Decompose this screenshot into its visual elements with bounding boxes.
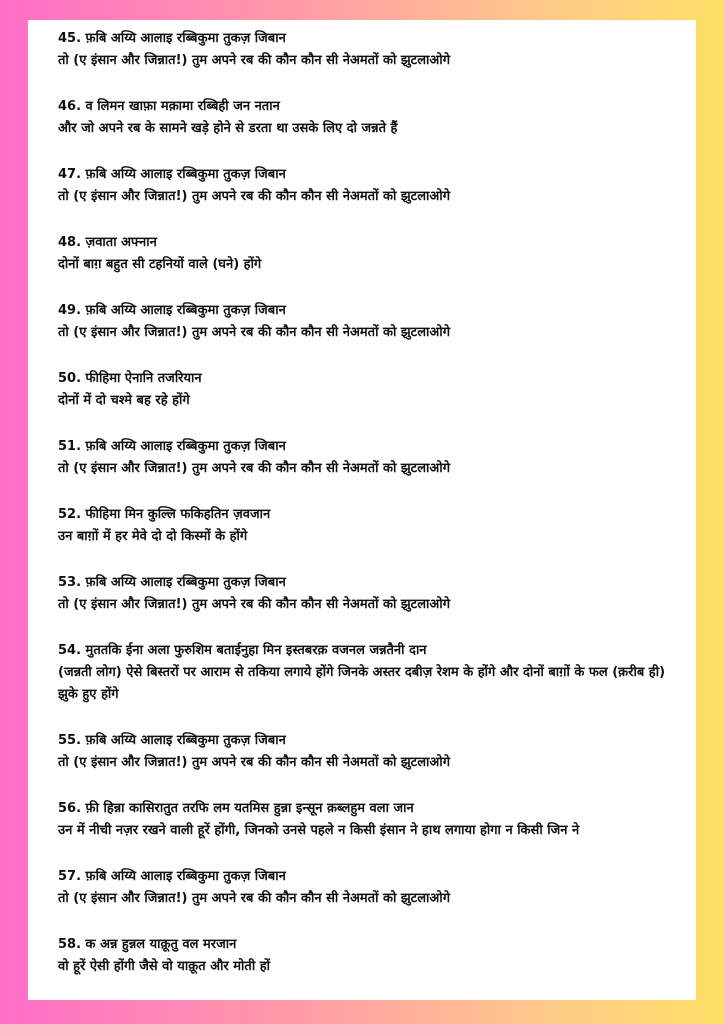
- verse-meaning: (जन्नती लोग) ऐसे बिस्तरों पर आराम से तकिया लगाये होंगे जिनके अस्तर दबीज़ रेशम के होंगे और दोनों बाग़ों के फल (क़रीब ही) झुके हुए होंगे: [58, 665, 666, 702]
- verse-title: 45. फ़बि अय्यि आलाइ रब्बिकुमा तुकज़ जिबान: [58, 31, 286, 46]
- document-page: [28, 20, 696, 1000]
- verse-meaning: वो हूरें ऐसी होंगी जैसे वो याक़ूत और मोती हों: [58, 959, 270, 974]
- verse-title: 48. ज़वाता अफ्नान: [58, 235, 157, 250]
- verse-meaning: तो (ए इंसान और जिन्नात!) तुम अपने रब की कौन कौन सी नेअमतों को झुटलाओगे: [58, 597, 451, 612]
- verse-55: [58, 730, 676, 774]
- verse-title: 58. क अन्न हुन्नल याक़ूतु वल मरजान: [58, 937, 237, 952]
- verse-47: [58, 164, 676, 208]
- verse-title: 50. फीहिमा ऐनानि तजरियान: [58, 371, 202, 386]
- verse-meaning: उन में नीची नज़र रखने वाली हूरें होंगी, जिनको उनसे पहले न किसी इंसान ने हाथ लगाया होगा न किसी जिन ने: [58, 823, 580, 838]
- verse-title: 52. फीहिमा मिन कुल्लि फकिहतिन ज़वजान: [58, 507, 271, 522]
- verse-meaning: दोनों बाग़ बहुत सी टहनियों वाले (घने) होंगे: [58, 257, 262, 272]
- verse-48: [58, 232, 676, 276]
- verse-53: [58, 572, 676, 616]
- verse-title: 47. फ़बि अय्यि आलाइ रब्बिकुमा तुकज़ जिबान: [58, 167, 286, 182]
- verse-meaning: दोनों में दो चश्मे बह रहे होंगे: [58, 393, 190, 408]
- verse-title: 54. मुततकि ईना अला फुरुशिम बताईनुहा मिन इस्तबरक़ वजनल जन्नतैनी दान: [58, 643, 427, 658]
- verse-50: [58, 368, 676, 412]
- verse-56: [58, 798, 676, 842]
- verse-meaning: तो (ए इंसान और जिन्नात!) तुम अपने रब की कौन कौन सी नेअमतों को झुटलाओगे: [58, 891, 451, 906]
- verse-49: [58, 300, 676, 344]
- verse-52: [58, 504, 676, 548]
- verse-title: 56. फ़ी हिन्ना कासिरातुत तरफि लम यतमिस हुन्ना इन्सून क़ब्लहुम वला जान: [58, 801, 414, 816]
- verse-meaning: तो (ए इंसान और जिन्नात!) तुम अपने रब की कौन कौन सी नेअमतों को झुटलाओगे: [58, 461, 451, 476]
- verse-meaning: उन बाग़ों में हर मेवे दो दो किस्मों के होंगे: [58, 529, 248, 544]
- verse-title: 57. फ़बि अय्यि आलाइ रब्बिकुमा तुकज़ जिबान: [58, 869, 286, 884]
- verse-46: [58, 96, 676, 140]
- verse-title: 49. फ़बि अय्यि आलाइ रब्बिकुमा तुकज़ जिबान: [58, 303, 286, 318]
- verse-title: 46. व लिमन खाफ़ा मक़ामा रब्बिही जन नतान: [58, 99, 280, 114]
- verse-58: [58, 934, 676, 978]
- verse-meaning: और जो अपने रब के सामने खड़े होने से डरता था उसके लिए दो जन्नते हैं: [58, 121, 398, 136]
- verse-title: 51. फ़बि अय्यि आलाइ रब्बिकुमा तुकज़ जिबान: [58, 439, 286, 454]
- verse-meaning: तो (ए इंसान और जिन्नात!) तुम अपने रब की कौन कौन सी नेअमतों को झुटलाओगे: [58, 755, 451, 770]
- verse-54: [58, 640, 676, 706]
- verse-meaning: तो (ए इंसान और जिन्नात!) तुम अपने रब की कौन कौन सी नेअमतों को झुटलाओगे: [58, 325, 451, 340]
- verse-title: 53. फ़बि अय्यि आलाइ रब्बिकुमा तुकज़ जिबान: [58, 575, 286, 590]
- verse-meaning: तो (ए इंसान और जिन्नात!) तुम अपने रब की कौन कौन सी नेअमतों को झुटलाओगे: [58, 53, 451, 68]
- verse-meaning: तो (ए इंसान और जिन्नात!) तुम अपने रब की कौन कौन सी नेअमतों को झुटलाओगे: [58, 189, 451, 204]
- verse-45: [58, 28, 676, 72]
- verse-57: [58, 866, 676, 910]
- verse-title: 55. फ़बि अय्यि आलाइ रब्बिकुमा तुकज़ जिबान: [58, 733, 286, 748]
- verse-51: [58, 436, 676, 480]
